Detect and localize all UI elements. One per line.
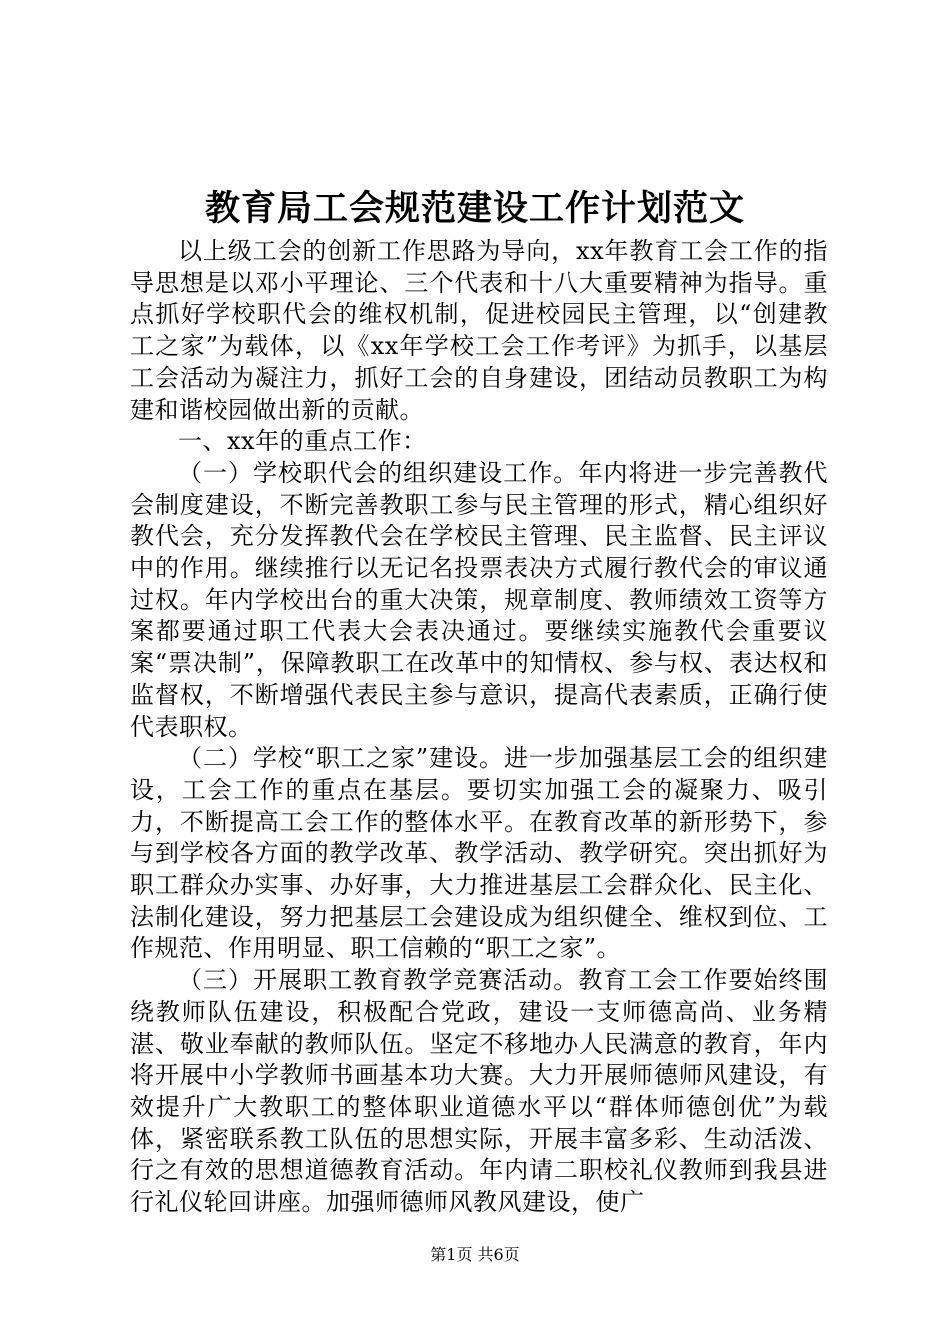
section-heading: 一、xx年的重点工作：	[178, 427, 427, 456]
page-footer: 第1页 共6页	[430, 1245, 520, 1264]
item-two-paragraph: （二）学校“职工之家”建设。进一步加强基层工会的组织建设，工会工作的重点在基层。要切实加强工会的凝聚力、吸引力，不断提高工会工作的整体水平。在教育改革的新形势下，参与到学校各方面的教学改革、教学活动、教学研究。突出抓好为职工群众办实事、办好事，大力推进基层工会群众化、民主化、法制化建设，努力把基层工会建设成为组织健全、维权到位、工作规范、作用明显、职工信赖的“职工之家”。	[130, 744, 828, 963]
item-three-paragraph: （三）开展职工教育教学竞赛活动。教育工会工作要始终围绕教师队伍建设，积极配合党政，建设一支师德高尚、业务精湛、敬业奉献的教师队伍。坚定不移地办人民满意的教育，年内将开展中小学教师书画基本功大赛。大力开展师德师风建设，有效提升广大教职工的整体职业道德水平以“群体师德创优”为载体，紧密联系教工队伍的思想实际，开展丰富多彩、生动活泼、行之有效的思想道德教育活动。年内请二职校礼仪教师到我县进行礼仪轮回讲座。加强师德师风教风建设，使广	[130, 966, 828, 1217]
document-title: 教育局工会规范建设工作计划范文	[204, 188, 745, 229]
document-body	[130, 236, 828, 1219]
intro-paragraph: 以上级工会的创新工作思路为导向，xx年教育工会工作的指导思想是以邓小平理论、三个代表和十八大重要精神为指导。重点抓好学校职代会的维权机制，促进校园民主管理，以“创建教工之家”为载体，以《xx年学校工会工作考评》为抓手，以基层工会活动为凝注力，抓好工会的自身建设，团结动员教职工为构建和谐校园做出新的贡献。	[130, 237, 828, 424]
item-one-paragraph: （一）学校职代会的组织建设工作。年内将进一步完善教代会制度建设，不断完善教职工参与民主管理的形式，精心组织好教代会，充分发挥教代会在学校民主管理、民主监督、民主评议中的作用。继续推行以无记名投票表决方式履行教代会的审议通过权。年内学校出台的重大决策，规章制度、教师绩效工资等方案都要通过职工代表大会表决通过。要继续实施教代会重要议案“票决制”，保障教职工在改革中的知情权、参与权、表达权和监督权，不断增强代表民主参与意识，提高代表素质，正确行使代表职权。	[130, 458, 828, 741]
